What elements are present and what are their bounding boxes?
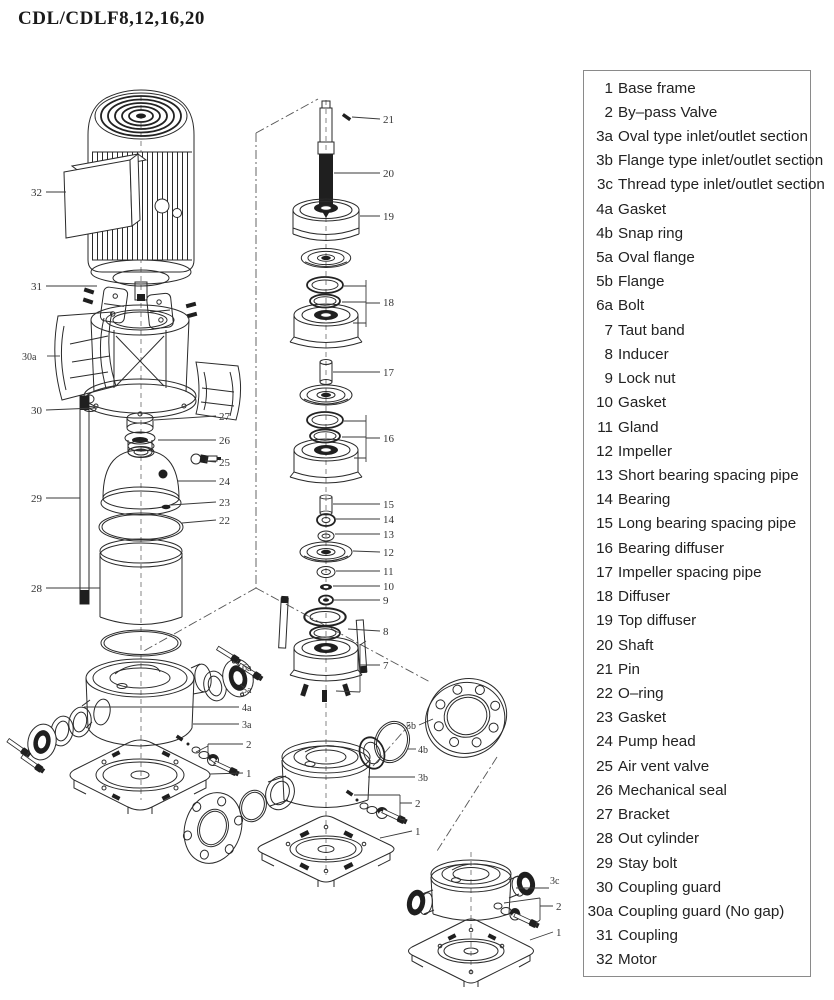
legend-item	[586, 681, 807, 705]
callout-3c: 3c	[550, 876, 560, 887]
legend-item	[586, 633, 807, 657]
coupling-31	[83, 286, 198, 329]
legend-item	[586, 173, 825, 197]
legend-item	[586, 948, 807, 972]
oval-inlet-section-3a	[6, 645, 264, 777]
flange-5b-left	[175, 785, 251, 871]
legend-item-label: Oval flange	[618, 249, 695, 267]
legend-item	[586, 439, 807, 463]
legend-item-label: Diffuser	[618, 588, 671, 606]
legend-item-number: 28	[596, 830, 613, 848]
legend-item-label: Bearing diffuser	[618, 539, 725, 557]
callout-19: 19	[383, 211, 394, 223]
legend-item-number: 23	[596, 709, 613, 727]
legend-item	[586, 294, 807, 318]
legend-item-label: Gasket	[618, 394, 667, 412]
legend-item-label: Coupling guard	[618, 878, 722, 896]
callout-25: 25	[219, 457, 230, 469]
legend-item	[586, 585, 807, 609]
legend-item-number: 9	[604, 370, 613, 388]
legend-item-number: 29	[596, 854, 613, 872]
legend-item-number: 8	[604, 345, 613, 363]
gasket-23	[162, 505, 171, 509]
callout-1-right: 1	[556, 927, 562, 939]
legend-item-number: 15	[596, 515, 613, 533]
callout-14: 14	[383, 514, 394, 526]
callout-4a: 4a	[242, 703, 252, 714]
legend-item-label: Thread type inlet/outlet section	[618, 176, 825, 194]
legend-item-label: Air vent valve	[618, 757, 710, 775]
legend-item-label: Bracket	[618, 806, 670, 824]
legend-item-label: Motor	[618, 951, 657, 969]
legend-item-number: 22	[596, 684, 613, 702]
legend-item	[586, 391, 807, 415]
legend-item-label: Base frame	[618, 79, 696, 97]
legend-item-label: Impeller spacing pipe	[618, 563, 762, 581]
callout-16: 16	[383, 433, 394, 445]
legend-item-number: 10	[596, 394, 613, 412]
callout-1-left: 1	[246, 768, 252, 780]
legend-item-label: Coupling	[618, 927, 678, 945]
legend-item	[586, 754, 807, 778]
legend-item-label: Bolt	[618, 297, 645, 315]
callout-5b: 5b	[406, 721, 416, 732]
legend-item-label: Pump head	[618, 733, 696, 751]
legend-item-label: Gasket	[618, 200, 667, 218]
legend-item	[586, 246, 807, 270]
callout-2-center: 2	[415, 798, 421, 810]
pin-21	[342, 113, 351, 121]
callout-4b: 4b	[418, 745, 428, 756]
legend-item-label: Bearing	[618, 491, 671, 509]
legend-item-number: 25	[596, 757, 613, 775]
callout-12: 12	[383, 547, 394, 559]
legend-item	[586, 924, 807, 948]
legend-item	[586, 706, 807, 730]
legend-item-label: Flange	[618, 273, 665, 291]
mechanical-seal-26	[125, 432, 155, 457]
terminal-box	[64, 160, 132, 238]
callout-13: 13	[383, 529, 394, 541]
callout-10: 10	[383, 581, 394, 593]
callout-3b: 3b	[418, 773, 428, 784]
legend-item	[586, 512, 807, 536]
legend-item	[586, 875, 807, 899]
legend-item-label: Long bearing spacing pipe	[618, 515, 797, 533]
legend-item-number: 31	[596, 927, 613, 945]
page-title: CDL/CDLF8,12,16,20	[18, 8, 205, 29]
impeller-12	[300, 385, 352, 405]
legend-item-label: Short bearing spacing pipe	[618, 467, 799, 484]
legend-item-number: 11	[597, 418, 613, 436]
base-frame-1-left	[70, 740, 210, 814]
legend-item	[586, 560, 807, 584]
legend-item	[586, 197, 807, 221]
callout-28: 28	[31, 583, 42, 595]
callout-5a: 5a	[242, 685, 252, 696]
legend-item-label: Snap ring	[618, 224, 684, 242]
callout-30a: 30a	[22, 352, 37, 363]
o-ring-22	[99, 513, 183, 541]
legend-item	[586, 221, 807, 245]
legend-item	[586, 730, 807, 754]
callout-7: 7	[383, 660, 389, 672]
legend-item-number: 13	[596, 467, 613, 484]
flange-5b	[414, 668, 518, 769]
legend-item-number: 18	[596, 588, 613, 606]
legend-item-label: Gland	[618, 418, 659, 436]
legend-item	[586, 415, 807, 439]
legend-item-number: 20	[596, 636, 613, 654]
legend-item	[586, 76, 807, 100]
legend-item-label: By–pass Valve	[618, 103, 718, 121]
callout-3a: 3a	[242, 720, 252, 731]
callout-21: 21	[383, 114, 394, 126]
legend-item-number: 30	[596, 878, 613, 896]
flange-inlet-section-3b	[261, 734, 408, 825]
air-vent-valve-25	[191, 454, 221, 464]
legend-item	[586, 124, 807, 148]
callout-6a: 6a	[242, 663, 252, 674]
legend-item	[586, 899, 807, 923]
callout-23: 23	[219, 497, 230, 509]
legend-item-number: 24	[596, 733, 613, 751]
legend-item-number: 4a	[596, 200, 613, 218]
legend-item	[586, 536, 807, 560]
legend-item	[586, 778, 807, 802]
inducer-8	[304, 608, 345, 639]
legend-item-number: 1	[604, 79, 613, 97]
legend-item	[586, 270, 807, 294]
legend-item-label: Pin	[618, 660, 640, 678]
callout-11: 11	[383, 566, 394, 578]
legend-item-number: 14	[596, 491, 613, 509]
legend-item-number: 27	[596, 806, 613, 824]
legend-item	[586, 657, 807, 681]
legend-item	[586, 149, 824, 173]
legend-item-label: Impeller	[618, 442, 673, 460]
bracket-27	[84, 305, 196, 433]
legend-item	[586, 464, 807, 488]
legend-item	[586, 342, 807, 366]
legend-item-label: Stay bolt	[618, 854, 678, 872]
legend-item-label: Gasket	[618, 709, 667, 727]
callout-30: 30	[31, 405, 42, 417]
legend-item-number: 17	[596, 563, 613, 581]
callout-2-left: 2	[246, 739, 252, 751]
callout-22: 22	[219, 515, 230, 527]
legend-item-number: 5b	[596, 273, 613, 291]
motor-32	[64, 90, 194, 301]
legend-item-label: Mechanical seal	[618, 781, 727, 799]
callout-32: 32	[31, 187, 42, 199]
legend-item	[586, 609, 807, 633]
legend-item-number: 3c	[596, 176, 613, 194]
legend-item-label: Taut band	[618, 321, 685, 339]
callout-2-right: 2	[556, 901, 562, 913]
legend-item-number: 30a	[587, 902, 613, 920]
callout-29: 29	[31, 493, 42, 505]
legend-item-number: 3a	[596, 127, 613, 145]
legend-item	[586, 318, 807, 342]
legend-item	[586, 100, 807, 124]
legend-item	[586, 367, 807, 391]
callout-27: 27	[219, 411, 230, 423]
legend-item-label: Coupling guard (No gap)	[618, 902, 785, 920]
parts-legend	[583, 70, 825, 977]
legend-item-label: Oval type inlet/outlet section	[618, 127, 808, 145]
legend-item	[586, 488, 807, 512]
legend-item-number: 5a	[596, 249, 613, 267]
legend-item	[586, 851, 807, 875]
legend-item-number: 32	[596, 951, 613, 969]
legend-item-number: 19	[596, 612, 613, 630]
callout-26: 26	[219, 435, 230, 447]
legend-item-label: O–ring	[618, 684, 664, 702]
legend-item-number: 21	[596, 660, 613, 678]
legend-item-number: 26	[596, 781, 613, 799]
legend-item-label: Shaft	[618, 636, 654, 654]
legend-item-number: 2	[604, 103, 613, 121]
legend-item-label: Lock nut	[618, 370, 676, 388]
legend-item	[586, 827, 807, 851]
legend-item-number: 4b	[596, 224, 613, 242]
legend-item-number: 3b	[596, 152, 613, 170]
callout-17: 17	[383, 367, 394, 379]
legend-item	[586, 803, 807, 827]
stay-bolt-29	[80, 396, 89, 604]
legend-item-number: 16	[596, 539, 613, 557]
callout-1-center: 1	[415, 826, 421, 838]
legend-item-label: Top diffuser	[618, 612, 697, 630]
callout-15: 15	[383, 499, 394, 511]
callout-31: 31	[31, 281, 42, 293]
legend-item-number: 12	[596, 442, 613, 460]
callout-18: 18	[383, 297, 394, 309]
legend-item-label: Flange type inlet/outlet section	[618, 152, 824, 170]
callout-20: 20	[383, 168, 394, 180]
callout-8: 8	[383, 626, 389, 638]
impeller-12	[301, 249, 350, 268]
callout-24: 24	[219, 476, 230, 488]
legend-item-label: Inducer	[618, 345, 669, 363]
legend-item-number: 7	[604, 321, 613, 339]
impeller-12	[300, 542, 352, 562]
callout-9: 9	[383, 595, 389, 607]
legend-item-number: 6a	[596, 297, 613, 315]
legend-rows	[586, 76, 825, 972]
oval-flange-5a	[25, 721, 60, 762]
legend-item-label: Out cylinder	[618, 830, 700, 848]
gasket-10	[320, 584, 332, 590]
